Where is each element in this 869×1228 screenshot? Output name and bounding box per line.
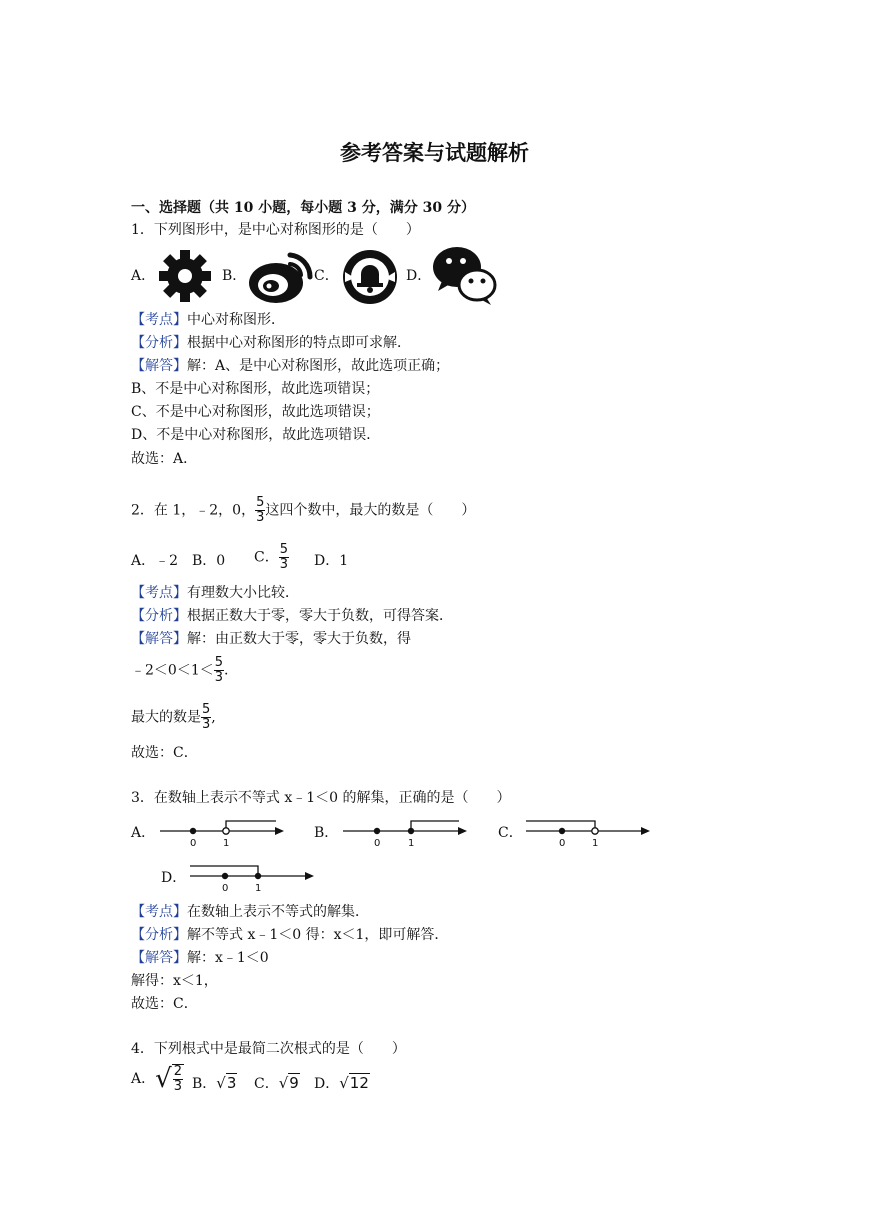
- q1-kaodian: [131, 310, 285, 330]
- q1-stem: 1．下列图形中，是中心对称图形的是（ ）: [131, 222, 420, 238]
- fenxi-tag: 【分析】: [131, 927, 187, 943]
- q2-option-a: A．﹣2: [131, 553, 179, 569]
- q2-stem: [131, 496, 475, 525]
- q3-option-a-label: A．: [131, 825, 156, 841]
- fraction-denominator: 3: [279, 557, 288, 572]
- q4-option-b-label: B．: [192, 1076, 217, 1092]
- q3-jieda: [131, 948, 269, 968]
- q4-option-b: [192, 1073, 237, 1094]
- q1-option-c-label: C．: [314, 268, 339, 284]
- weibo-icon: [246, 247, 316, 307]
- q3-number-line-d: [186, 860, 321, 894]
- q1-fenxi: [131, 333, 411, 353]
- q3-kaodian: [131, 902, 369, 922]
- q3-fenxi: [131, 925, 448, 945]
- tick-label-0: 0: [222, 883, 229, 894]
- fraction-denominator: 3: [256, 510, 265, 525]
- radical-sign-icon: √: [155, 1064, 172, 1094]
- fraction-numerator: 2: [173, 1064, 182, 1079]
- q4-option-d-label: D．: [314, 1076, 340, 1092]
- q2-jieda: [131, 629, 411, 649]
- q2-max: [131, 703, 216, 732]
- q2-fenxi: [131, 606, 453, 626]
- radical-sign-icon: √: [339, 1074, 349, 1092]
- fraction-numerator: 5: [256, 495, 265, 510]
- q1-line-b: B、不是中心对称图形，故此选项错误；: [131, 381, 380, 397]
- q2-answer: 故选：C．: [131, 745, 198, 761]
- q2-inequality-fraction: [214, 656, 224, 685]
- kaodian-tag: 【考点】: [131, 312, 187, 328]
- q3-stem: 3．在数轴上表示不等式 x﹣1＜0 的解集，正确的是（ ）: [131, 790, 511, 806]
- jieda-tag: 【解答】: [131, 631, 187, 647]
- q3-answer: 故选：C．: [131, 996, 198, 1012]
- q4-option-c: [254, 1073, 300, 1094]
- q3-solve-line: 解得：x＜1，: [131, 973, 218, 989]
- radical-sign-icon: √: [278, 1074, 289, 1092]
- fenxi-text: 根据中心对称图形的特点即可求解．: [187, 335, 411, 351]
- fenxi-tag: 【分析】: [131, 335, 187, 351]
- q4-option-c-radicand: 9: [289, 1074, 299, 1092]
- jieda-tag: 【解答】: [131, 358, 187, 374]
- q2-stem-suffix: 这四个数中，最大的数是（ ）: [265, 502, 476, 519]
- section-heading: 一、选择题（共 10 小题，每小题 3 分，满分 30 分）: [131, 200, 475, 216]
- q2-option-c-fraction: [279, 543, 289, 572]
- q4-stem: 4．下列根式中是最简二次根式的是（ ）: [131, 1041, 406, 1057]
- jieda-text: 解：由正数大于零，零大于负数，得: [187, 631, 411, 647]
- kaodian-tag: 【考点】: [131, 904, 187, 920]
- q2-inequality: [131, 656, 228, 685]
- fraction-numerator: 5: [214, 655, 224, 670]
- q3-option-c-label: C．: [498, 825, 523, 841]
- q4-option-b-radicand: 3: [226, 1074, 237, 1092]
- tick-label-0: 0: [190, 838, 197, 849]
- q2-stem-prefix: 2．在 1，﹣2，0，: [131, 502, 256, 519]
- tick-label-1: 1: [408, 838, 415, 849]
- q2-inequality-text: ﹣2＜0＜1＜: [131, 662, 214, 679]
- q2-max-text: 最大的数是: [131, 709, 201, 726]
- q2-option-c-label: C．: [254, 549, 279, 566]
- gear-icon: [156, 247, 214, 305]
- fraction-numerator: 5: [279, 542, 288, 557]
- q4-option-b-radical: [216, 1073, 237, 1092]
- q4-option-a: [131, 1064, 184, 1094]
- tick-label-0: 0: [374, 838, 381, 849]
- radical-sign-icon: √: [216, 1074, 226, 1092]
- q1-line-d: D、不是中心对称图形，故此选项错误．: [131, 427, 381, 443]
- q3-option-b-label: B．: [314, 825, 339, 841]
- tick-label-0: 0: [559, 838, 566, 849]
- q3-option-d-label: D．: [161, 870, 187, 886]
- q4-option-c-radical: [279, 1073, 300, 1092]
- tick-label-1: 1: [223, 838, 230, 849]
- q3-number-line-a: [156, 815, 291, 849]
- jieda-text: 解：A、是中心对称图形，故此选项正确；: [187, 358, 450, 374]
- bell-icon: [341, 248, 399, 306]
- kaodian-tag: 【考点】: [131, 585, 187, 601]
- q3-number-line-b: [339, 815, 474, 849]
- q4-option-d: [314, 1073, 370, 1094]
- q1-answer: 故选：A．: [131, 451, 198, 467]
- kaodian-text: 中心对称图形．: [187, 312, 285, 328]
- q2-stem-fraction: [255, 496, 265, 525]
- fraction-denominator: 3: [202, 717, 211, 732]
- page-title: 参考答案与试题解析: [340, 141, 529, 165]
- tick-label-1: 1: [255, 883, 262, 894]
- kaodian-text: 有理数大小比较．: [187, 585, 299, 601]
- kaodian-text: 在数轴上表示不等式的解集．: [187, 904, 369, 920]
- q4-option-a-label: A．: [131, 1071, 156, 1087]
- q2-max-fraction: [201, 703, 211, 732]
- fenxi-text: 根据正数大于零，零大于负数，可得答案．: [187, 608, 453, 624]
- q4-option-d-radical: [339, 1073, 370, 1092]
- q2-option-d: D．1: [314, 553, 349, 569]
- q2-inequality-end: .: [224, 662, 229, 679]
- fraction-denominator: 3: [173, 1079, 182, 1094]
- q1-option-b-label: B．: [222, 268, 247, 284]
- q2-option-c: [254, 543, 289, 572]
- q2-max-end: ,: [211, 709, 216, 726]
- jieda-tag: 【解答】: [131, 950, 187, 966]
- q1-line-c: C、不是中心对称图形，故此选项错误；: [131, 404, 380, 420]
- q2-kaodian: [131, 583, 299, 603]
- fraction-numerator: 5: [202, 702, 211, 717]
- q2-option-b: B．0: [192, 553, 226, 569]
- q4-option-a-radical: [155, 1064, 184, 1094]
- q4-option-d-radicand: 12: [349, 1074, 369, 1092]
- q1-option-d-label: D．: [406, 268, 432, 284]
- wechat-icon: [430, 243, 498, 307]
- tick-label-1: 1: [592, 838, 599, 849]
- q1-option-a-label: A．: [131, 268, 156, 284]
- q1-jieda: [131, 356, 449, 376]
- q4-option-c-label: C．: [254, 1076, 279, 1092]
- q4-option-a-fraction: [172, 1064, 184, 1094]
- fenxi-tag: 【分析】: [131, 608, 187, 624]
- fraction-denominator: 3: [214, 670, 224, 685]
- q3-number-line-c: [522, 815, 657, 849]
- jieda-text: 解：x﹣1＜0: [187, 950, 269, 966]
- fenxi-text: 解不等式 x﹣1＜0 得：x＜1，即可解答．: [187, 927, 449, 943]
